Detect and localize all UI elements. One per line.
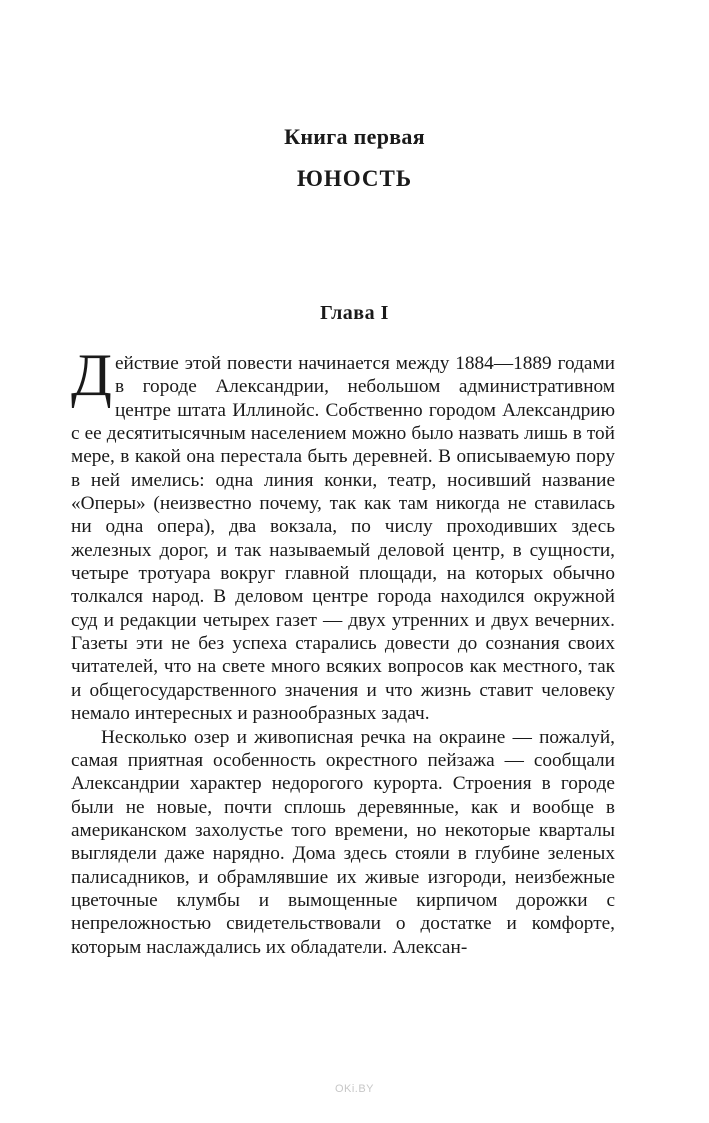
chapter-title: Глава I bbox=[320, 302, 389, 324]
part-title: ЮНОСТЬ bbox=[296, 166, 413, 191]
drop-cap: Д bbox=[71, 342, 112, 408]
paragraph-1-text: ействие этой повести начинается между 1884—1889 годами в городе Александрии, небольшом административном центре штата Иллинойс. Собственно городом Александрию с ее десятитысячным населением можно было назвать лишь в той мере, в какой она перестала быть деревней. В описываемую пору в ней имелись: одна линия конки, театр, носивший название «Оперы» (неизвестно почему, так как там никогда не ставилась ни одна опера), два вокзала, по числу проходивших здесь железных дорог, и так называемый деловой центр, в сущности, четыре тротуара вокруг главной площади, на которых обычно толкался народ. В деловом центре города находился окружной суд и редакции четырех газет — двух утренних и двух вечерних. Газеты эти не без успеха старались довести до сознания своих читателей, что на свете много всяких вопросов как местного, так и общегосударственного значения и что жизнь ставит человеку немало интересных и разнообразных задач. bbox=[71, 353, 615, 725]
paragraph-2: Несколько озер и живописная речка на окраине — пожалуй, самая приятная особенность окрестного пейзажа — сообщали Александрии характер недорогого курорта. Строения в городе были не новые, почти сплошь деревянные, как и вообще в американском захолустье того времени, но некоторые кварталы выглядели даже нарядно. Дома здесь стояли в глубине зеленых палисадников, и обрамлявшие их живые изгороди, неизбежные цветочные клумбы и вымощенные кирпичом дорожки с непреложностью свидетельствовали о достатке и комфорте, которым наслаждались их обладатели. Алексан- bbox=[71, 726, 615, 958]
book-title: Книга первая bbox=[284, 124, 425, 149]
watermark: OKi.BY bbox=[334, 1083, 375, 1095]
paragraph-1 bbox=[71, 342, 615, 726]
chapter-body bbox=[71, 342, 615, 959]
